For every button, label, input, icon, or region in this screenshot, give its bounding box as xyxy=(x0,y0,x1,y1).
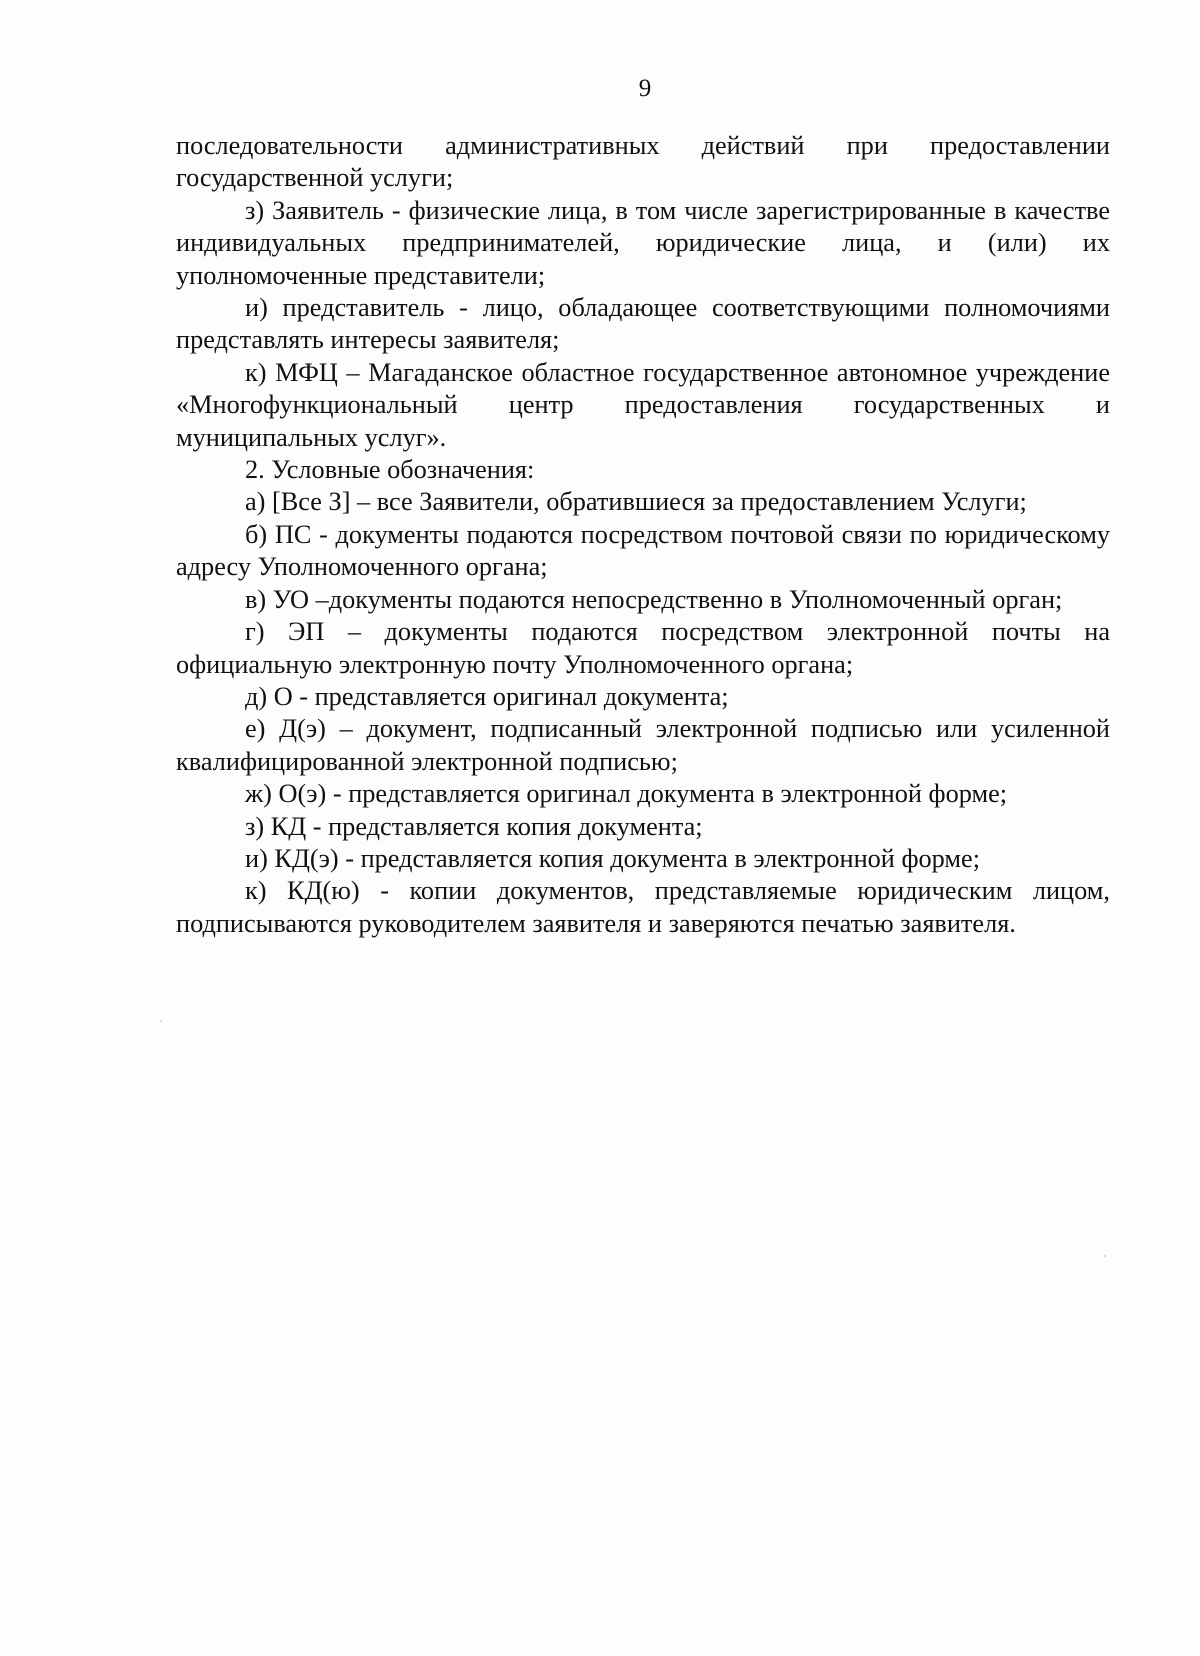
paragraph-legend-electronic-original: ж) О(э) - представляется оригинал документа в электронной форме; xyxy=(245,779,1008,809)
paragraph-definition-mfc: к) МФЦ – Магаданское областное государственное автономное учреждение «Многофункциональный центр предоставления государственных и муниципальных услуг». xyxy=(176,357,1110,452)
paragraph-legend-signed-document: е) Д(э) – документ, подписанный электронной подписью или усиленной квалифицированной электронной подписью; xyxy=(176,714,1110,776)
document-body xyxy=(176,130,1110,940)
paragraph-legend-heading: 2. Условные обозначения: xyxy=(245,455,535,485)
paragraph-legend-electronic-copy: и) КД(э) - представляется копия документа в электронной форме; xyxy=(245,843,981,873)
paragraph-legend-postal: б) ПС - документы подаются посредством почтовой связи по юридическому адресу Уполномоченного органа; xyxy=(176,519,1110,582)
page-number: 9 xyxy=(638,75,652,102)
paragraph-definition-representative: и) представитель - лицо, обладающее соответствующими полномочиями представлять интересы заявителя; xyxy=(176,293,1110,355)
paragraph-legend-all-applicants: а) [Все З] – все Заявители, обратившиеся за предоставлением Услуги; xyxy=(245,487,1027,517)
scan-speck xyxy=(1104,1255,1106,1257)
paragraph-legend-email: г) ЭП – документы подаются посредством электронной почты на официальную электронную почту Уполномоченного органа; xyxy=(176,617,1110,679)
paragraph-legend-original: д) О - представляется оригинал документа; xyxy=(245,681,729,711)
paragraph-definitions-continuation: последовательности административных действий при предоставлении государственной услуги; xyxy=(176,131,1110,193)
paragraph-definition-applicant: з) Заявитель - физические лица, в том числе зарегистрированные в качестве индивидуальных предпринимателей, юридические лица, и (или) их уполномоченные представители; xyxy=(176,195,1110,290)
paragraph-legend-legal-entity-copies: к) КД(ю) - копии документов, представляемые юридическим лицом, подписываются руководителем заявителя и заверяются печатью заявителя. xyxy=(176,876,1110,938)
paragraph-legend-direct: в) УО –документы подаются непосредственно в Уполномоченный орган; xyxy=(245,584,1063,614)
paragraph-legend-copy: з) КД - представляется копия документа; xyxy=(245,811,703,841)
scan-speck xyxy=(160,1020,162,1022)
